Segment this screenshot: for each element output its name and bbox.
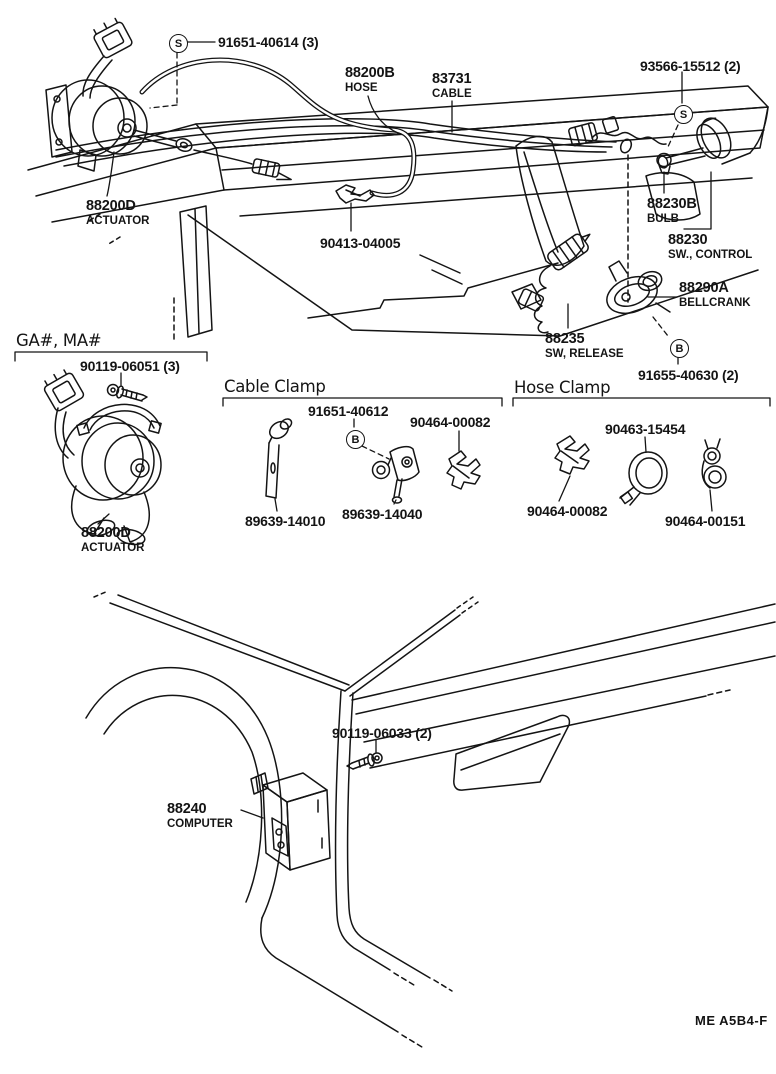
part-number: 88230B — [647, 196, 697, 212]
label-inner-clamp: 90413-04005 — [320, 235, 401, 251]
clamp-90464-00082-hose-drawing — [555, 436, 589, 474]
label-cable-clamp-bolt: 91651-40612 — [308, 403, 389, 419]
part-number: 88235 — [545, 331, 585, 347]
hose-clamp-title: Hose Clamp — [514, 378, 611, 397]
part-name: SW., CONTROL — [668, 248, 753, 261]
clamp-89639-14010-drawing — [266, 417, 293, 498]
screw-symbol: S — [674, 105, 693, 124]
part-name: ACTUATOR — [81, 541, 145, 554]
part-name: CABLE — [432, 87, 472, 100]
bolt-symbol: B — [670, 339, 689, 358]
part-number: 88200D — [86, 198, 136, 214]
hose-clamp-items-drawing — [555, 436, 726, 505]
clamp-90464-00151-drawing — [702, 439, 726, 488]
screw-symbol: S — [169, 34, 188, 53]
label-hose-clamp-item: 90463-15454 — [605, 421, 686, 437]
label-screw-top: 91651-40614 (3) — [218, 34, 319, 50]
bolt-90119-06051-drawing — [108, 385, 148, 402]
label-hose — [345, 66, 395, 94]
release-switch-drawing — [518, 228, 597, 333]
part-name: BULB — [647, 212, 679, 225]
part-name: HOSE — [345, 81, 378, 94]
variant-actuator-drawing — [40, 367, 161, 547]
label-variant-bolt: 90119-06051 (3) — [80, 358, 180, 374]
label-release-switch — [545, 332, 624, 360]
label-cable-clamp-item: 90464-00082 — [410, 414, 491, 430]
label-bulb — [647, 197, 697, 225]
cable-clamp-title: Cable Clamp — [224, 377, 326, 396]
part-number: 88200D — [81, 525, 131, 541]
label-bellcrank — [679, 281, 751, 309]
label-screw-right: 93566-15512 (2) — [640, 58, 741, 74]
label-cable-clamp-item: 89639-14010 — [245, 513, 326, 529]
label-computer — [167, 802, 233, 830]
bolt-symbol: B — [346, 430, 365, 449]
part-name: COMPUTER — [167, 817, 233, 830]
label-lower-bolt: 90119-06033 (2) — [332, 725, 432, 741]
figure-code: ME A5B4-F — [695, 1013, 768, 1028]
label-bolt-right: 91655-40630 (2) — [638, 367, 739, 383]
variant-header: GA#, MA# — [16, 331, 102, 350]
clamp-90463-15454-drawing — [620, 452, 667, 505]
label-variant-actuator — [81, 526, 144, 554]
computer-drawing — [251, 753, 382, 870]
label-hose-clamp-item: 90464-00082 — [527, 503, 608, 519]
part-number: 83731 — [432, 71, 472, 87]
part-name: SW, RELEASE — [545, 347, 624, 360]
part-number: 88240 — [167, 801, 207, 817]
part-number: 88230 — [668, 232, 708, 248]
clamp-90464-00082-cable-drawing — [447, 451, 480, 489]
label-cable-clamp-item: 89639-14040 — [342, 506, 423, 522]
label-actuator — [86, 199, 149, 227]
label-hose-clamp-item: 90464-00151 — [665, 513, 746, 529]
part-number: 88290A — [679, 280, 729, 296]
part-number: 88200B — [345, 65, 395, 81]
label-control-switch — [668, 233, 752, 261]
part-name: ACTUATOR — [86, 214, 150, 227]
bellcrank-drawing — [602, 261, 670, 320]
part-name: BELLCRANK — [679, 296, 751, 309]
inner-clamp-drawing — [336, 185, 374, 203]
label-cable — [432, 72, 472, 100]
